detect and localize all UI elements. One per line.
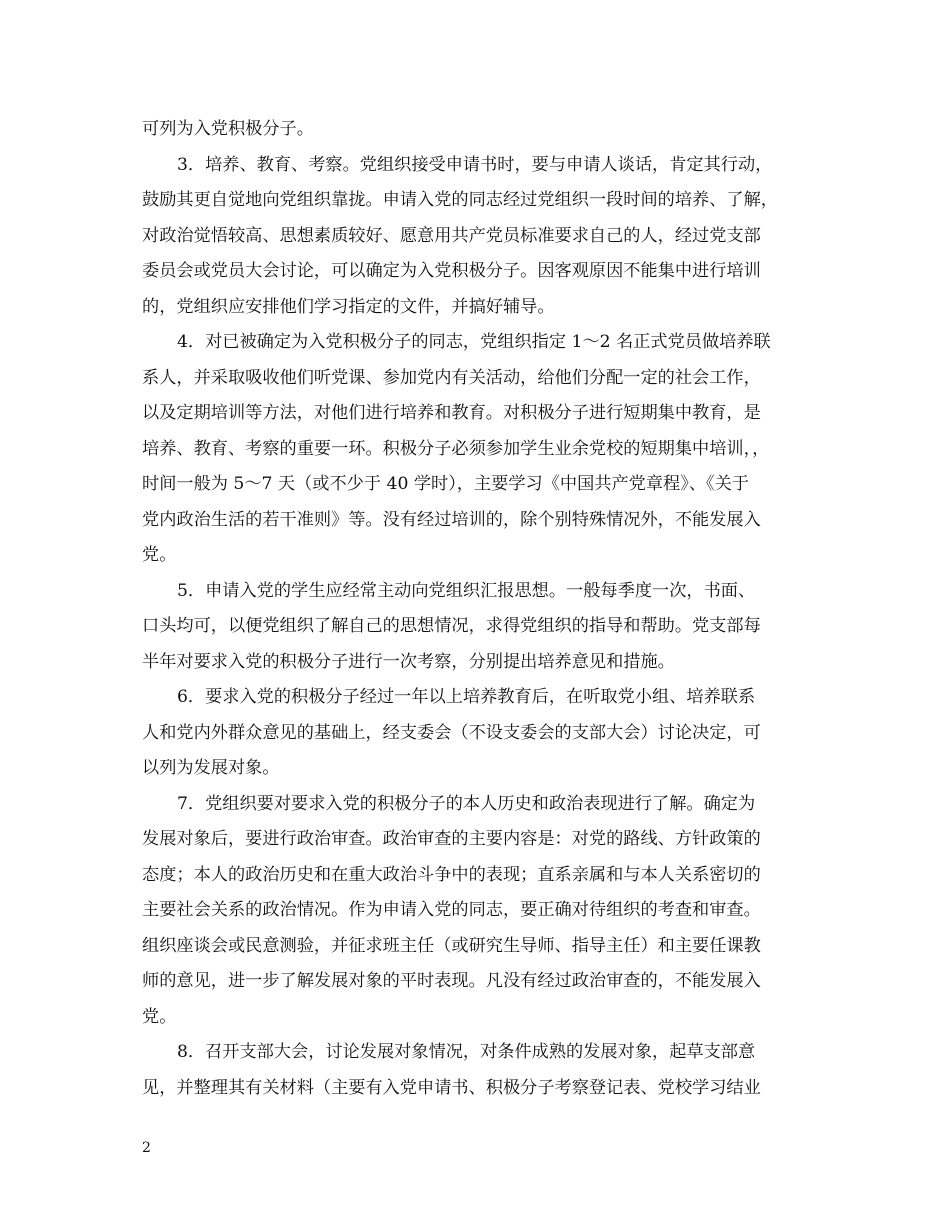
text-line: 4．对已被确定为入党积极分子的同志，党组织指定 1～2 名正式党员做培养联 xyxy=(177,332,771,352)
text-line: 8．召开支部大会，讨论发展对象情况，对条件成熟的发展对象，起草支部意 xyxy=(177,1042,756,1062)
text-line: 以列为发展对象。 xyxy=(142,758,280,778)
text-line: 的，党组织应安排他们学习指定的文件，并搞好辅导。 xyxy=(142,297,555,317)
text-line: 3．培养、教育、考察。党组织接受申请书时，要与申请人谈话，肯定其行动， xyxy=(177,155,773,175)
text-line: 委员会或党员大会讨论，可以确定为入党积极分子。因客观原因不能集中进行培训 xyxy=(142,261,761,281)
text-line: 对政治觉悟较高、思想素质较好、愿意用共产党员标准要求自己的人，经过党支部 xyxy=(142,226,761,246)
text-line: 党。 xyxy=(142,545,177,565)
text-line: 发展对象后，要进行政治审查。政治审查的主要内容是：对党的路线、方针政策的 xyxy=(142,829,761,849)
text-line: 半年对要求入党的积极分子进行一次考察，分别提出培养意见和措施。 xyxy=(142,652,675,672)
text-line: 5．申请入党的学生应经常主动向党组织汇报思想。一般每季度一次，书面、 xyxy=(177,581,756,601)
text-line: 可列为入党积极分子。 xyxy=(142,119,314,139)
text-line: 6．要求入党的积极分子经过一年以上培养教育后，在听取党小组、培养联系 xyxy=(177,687,756,707)
text-line: 组织座谈会或民意测验，并征求班主任（或研究生导师、指导主任）和主要任课教 xyxy=(142,936,761,956)
text-line: 时间一般为 5～7 天（或不少于 40 学时），主要学习《中国共产党章程》、《关于 xyxy=(142,474,749,494)
text-line: 态度；本人的政治历史和在重大政治斗争中的表现；直系亲属和与本人关系密切的 xyxy=(142,865,761,885)
page-number: 2 xyxy=(142,1140,151,1156)
text-line: 鼓励其更自觉地向党组织靠拢。申请入党的同志经过党组织一段时间的培养、了解， xyxy=(142,190,778,210)
text-line: 见，并整理其有关材料（主要有入党申请书、积极分子考察登记表、党校学习结业 xyxy=(142,1078,761,1098)
text-line: 口头均可，以便党组织了解自己的思想情况，求得党组织的指导和帮助。党支部每 xyxy=(142,616,761,636)
text-line: 7．党组织要对要求入党的积极分子的本人历史和政治表现进行了解。确定为 xyxy=(177,794,756,814)
text-line: 以及定期培训等方法，对他们进行培养和教育。对积极分子进行短期集中教育，是 xyxy=(142,403,761,423)
text-line: 师的意见，进一步了解发展对象的平时表现。凡没有经过政治审查的，不能发展入 xyxy=(142,971,761,991)
text-line: 人和党内外群众意见的基础上，经支委会（不设支委会的支部大会）讨论决定，可 xyxy=(142,723,761,743)
text-line: 培养、教育、考察的重要一环。积极分子必须参加学生业余党校的短期集中培训，， xyxy=(142,439,770,459)
text-line: 主要社会关系的政治情况。作为申请入党的同志，要正确对待组织的考查和审查。 xyxy=(142,900,761,920)
text-line: 党内政治生活的若干准则》等。没有经过培训的，除个别特殊情况外，不能发展入 xyxy=(142,510,761,530)
text-line: 系人，并采取吸收他们听党课、参加党内有关活动，给他们分配一定的社会工作， xyxy=(142,368,761,388)
text-line: 党。 xyxy=(142,1007,177,1027)
